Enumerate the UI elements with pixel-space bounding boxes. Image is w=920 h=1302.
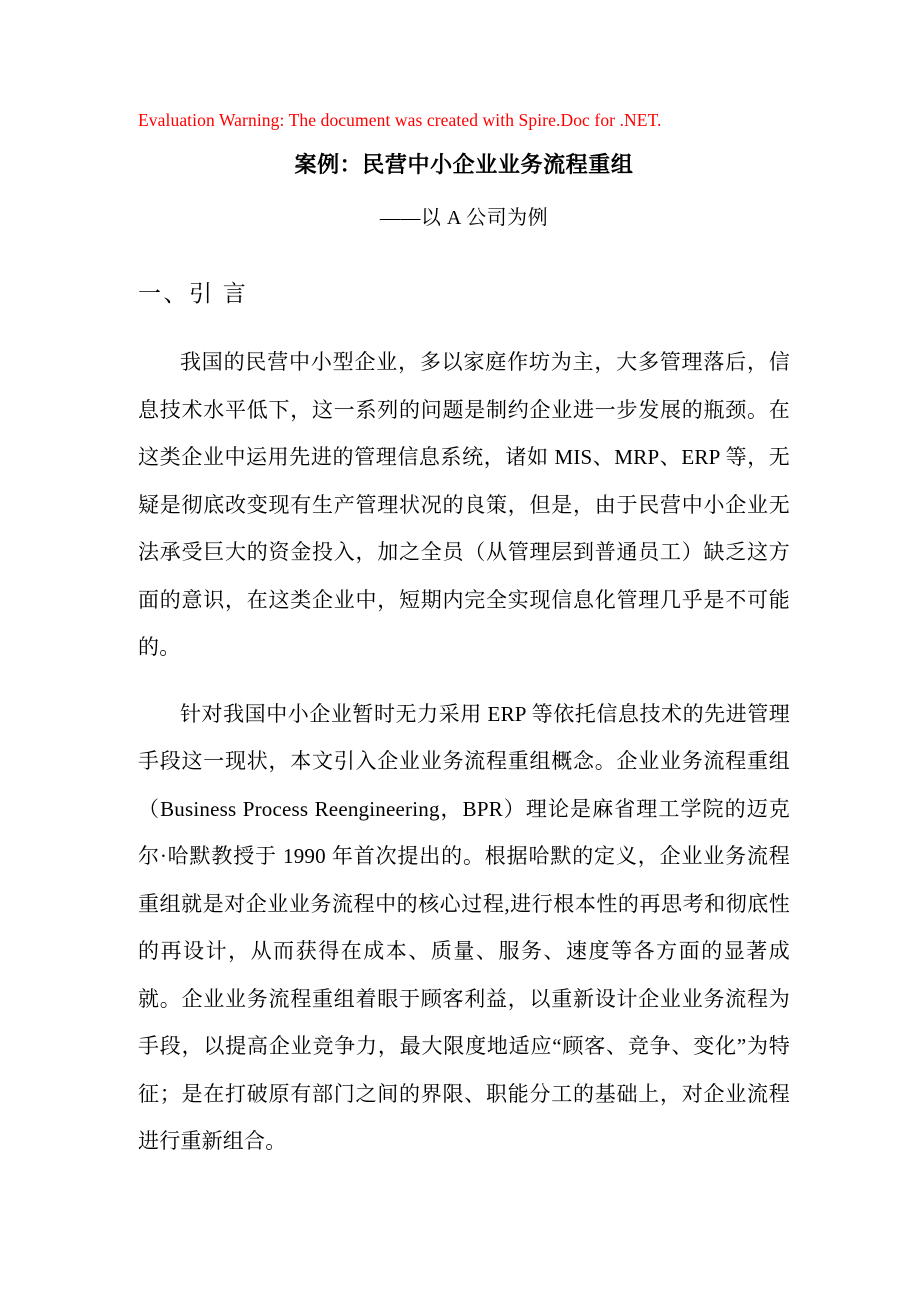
section-heading-introduction: 一、引 言 [138, 281, 249, 306]
evaluation-warning-banner: Evaluation Warning: The document was created with Spire.Doc for .NET. [138, 110, 662, 130]
page-title: 案例：民营中小企业业务流程重组 [294, 152, 634, 177]
body-paragraph: 针对我国中小企业暂时无力采用 ERP 等依托信息技术的先进管理手段这一现状，本文引入企业业务流程重组概念。企业业务流程重组（Business Process Reengineering，BPR）理论是麻省理工学院的迈克尔·哈默教授于 1990 年首次提出的。根据哈默的定义，企业业务流程重组就是对企业业务流程中的核心过程,进行根本性的再思考和彻底性的再设计，从而获得在成本、质量、服务、速度等各方面的显著成就。企业业务流程重组着眼于顾客利益，以重新设计企业业务流程为手段，以提高企业竞争力，最大限度地适应“顾客、竞争、变化”为特征；是在打破原有部门之间的界限、职能分工的基础上，对企业流程进行重新组合。 [138, 701, 790, 1153]
document-content [138, 0, 790, 1166]
body-paragraph: 我国的民营中小型企业，多以家庭作坊为主，大多管理落后，信息技术水平低下，这一系列的问题是制约企业进一步发展的瓶颈。在这类企业中运用先进的管理信息系统，诸如 MIS、MRP、ERP 等，无疑是彻底改变现有生产管理状况的良策，但是，由于民营中小企业无法承受巨大的资金投入，加之全员（从管理层到普通员工）缺乏这方面的意识，在这类企业中，短期内完全实现信息化管理几乎是不可能的。 [138, 350, 790, 659]
page-subtitle: ——以 A 公司为例 [379, 207, 549, 229]
